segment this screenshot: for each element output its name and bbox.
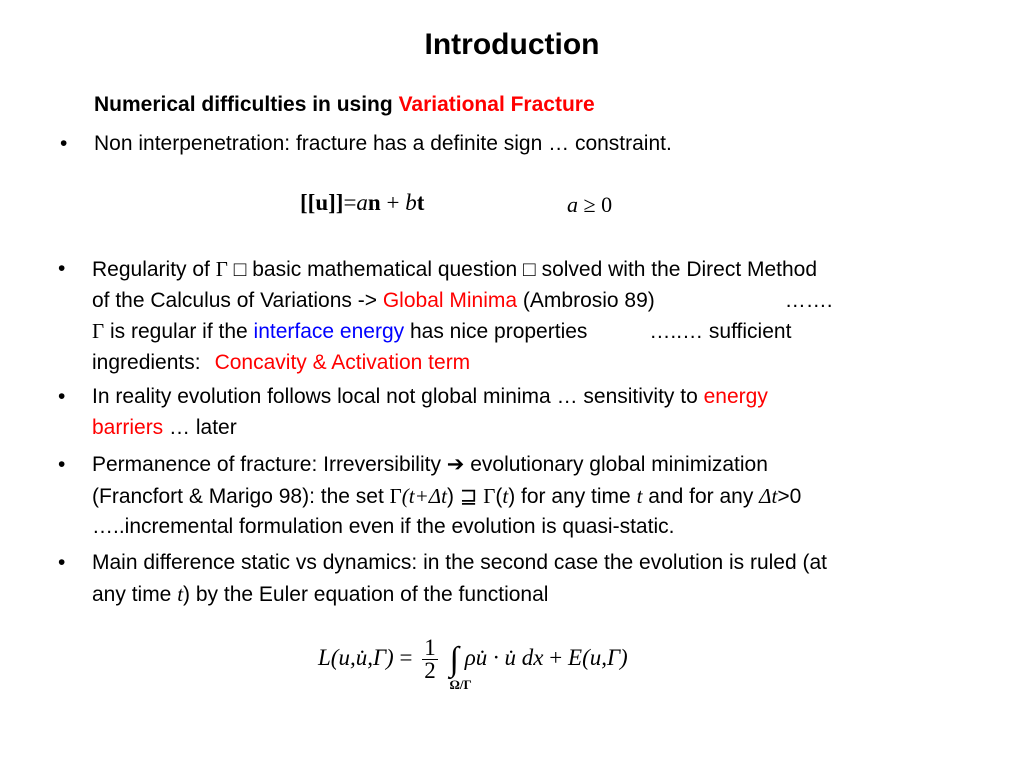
math-symbol: Δ bbox=[428, 483, 442, 508]
math-symbol: ) bbox=[446, 484, 454, 508]
eq3-args: (u,u̇,Γ) bbox=[330, 644, 394, 670]
eq-b: b bbox=[405, 190, 417, 215]
eq3-integrand: ρu̇ · u̇ dx bbox=[464, 644, 544, 670]
concavity-activation-text: Concavity & Activation term bbox=[214, 350, 471, 374]
eq-a: a bbox=[356, 190, 368, 215]
subtitle bbox=[94, 93, 595, 117]
subtitle-prefix: Numerical difficulties in using bbox=[94, 93, 399, 116]
equation-functional bbox=[318, 637, 628, 701]
gamma-symbol: Γ bbox=[389, 483, 402, 508]
missing-glyph-box: □ bbox=[233, 258, 247, 281]
eq3-eargs: (u,Γ) bbox=[582, 644, 628, 670]
math-symbol: ) bbox=[508, 484, 516, 508]
global-minima-text: Global Minima bbox=[382, 288, 518, 312]
integral-domain: Ω/Γ bbox=[449, 676, 472, 692]
bullet-text: Non interpenetration: fracture has a definite sign … constraint. bbox=[94, 132, 672, 155]
math-symbol: + bbox=[414, 483, 429, 508]
math-symbol: Δ bbox=[759, 483, 772, 508]
text-segment: ingredients: bbox=[92, 350, 201, 374]
eq-equals: = bbox=[343, 190, 357, 215]
bullet-local-minima bbox=[58, 382, 992, 443]
math-symbol: t bbox=[502, 483, 509, 508]
math-symbol: t bbox=[771, 483, 778, 508]
equation-constraint bbox=[567, 192, 612, 218]
text-segment: of the Calculus of Variations -> bbox=[92, 288, 383, 312]
eq3-L: L bbox=[318, 644, 331, 670]
bullet-non-interpenetration bbox=[60, 132, 672, 156]
eq3-denominator: 2 bbox=[424, 658, 436, 683]
text-segment: … later bbox=[163, 415, 237, 439]
eq-jump-lhs: [[u]] bbox=[300, 190, 344, 215]
eq2-rest: ≥ 0 bbox=[578, 192, 613, 217]
integral-sign: ∫ bbox=[449, 640, 459, 678]
text-segment: evolutionary global minimization bbox=[464, 453, 768, 476]
eq3-E: E bbox=[568, 644, 583, 670]
text-segment: is regular if the bbox=[104, 320, 254, 343]
math-symbol: t bbox=[177, 581, 184, 606]
eq3-numerator: 1 bbox=[424, 635, 436, 660]
text-segment: solved with the Direct Method bbox=[535, 258, 818, 281]
text-segment: has nice properties bbox=[404, 320, 588, 343]
eq2-a: a bbox=[567, 192, 578, 217]
text-segment: …..incremental formulation even if the evolution is quasi-static. bbox=[92, 515, 675, 538]
math-symbol: ⊒ bbox=[453, 484, 484, 508]
barriers-text: barriers bbox=[92, 415, 164, 439]
eq-t: t bbox=[416, 190, 425, 215]
arrow-icon: ➔ bbox=[446, 453, 465, 476]
text-segment: Main difference static vs dynamics: in the second case the evolution is ruled (at bbox=[92, 551, 827, 574]
text-segment: …..… sufficient bbox=[649, 320, 792, 343]
text-segment: Permanence of fracture: Irreversibility bbox=[92, 453, 447, 476]
math-symbol: t bbox=[408, 483, 415, 508]
gamma-symbol: Γ bbox=[215, 257, 228, 281]
text-segment: >0 bbox=[777, 484, 802, 508]
math-symbol: t bbox=[441, 483, 447, 508]
bullet-dynamics bbox=[58, 548, 992, 610]
energy-text: energy bbox=[703, 385, 768, 408]
bullet-marker: • bbox=[58, 551, 66, 574]
bullet-regularity bbox=[58, 254, 992, 378]
gamma-symbol: Γ bbox=[483, 483, 496, 508]
integral-symbol bbox=[449, 640, 472, 692]
text-segment: any time bbox=[92, 582, 178, 606]
math-symbol: t bbox=[636, 483, 643, 508]
eq3-plus: + bbox=[543, 644, 568, 670]
eq3-equals: = bbox=[399, 644, 413, 670]
gamma-symbol: Γ bbox=[92, 319, 105, 343]
math-symbol: ( bbox=[495, 484, 503, 508]
eq-n: n bbox=[367, 190, 381, 215]
math-symbol: ( bbox=[401, 483, 409, 508]
interface-energy-text: interface energy bbox=[253, 320, 405, 343]
eq-plus: + bbox=[386, 190, 400, 215]
eq3-fraction bbox=[422, 637, 438, 682]
text-segment: and for any bbox=[642, 484, 760, 508]
text-segment: basic mathematical question bbox=[246, 258, 524, 281]
bullet-marker: • bbox=[58, 257, 66, 280]
text-segment: for any time bbox=[515, 484, 637, 508]
equation-jump bbox=[300, 190, 424, 216]
text-segment: (Francfort & Marigo 98): the set bbox=[92, 484, 390, 508]
bullet-marker: • bbox=[60, 132, 68, 155]
bullet-marker: • bbox=[58, 453, 66, 476]
text-segment: (Ambrosio 89) bbox=[517, 288, 655, 312]
text-segment: ……. bbox=[784, 288, 833, 312]
missing-glyph-box: □ bbox=[523, 258, 536, 281]
bullet-permanence bbox=[58, 450, 992, 543]
page-title: Introduction bbox=[424, 28, 600, 61]
text-segment: Regularity of bbox=[92, 258, 216, 281]
text-segment: In reality evolution follows local not global minima … sensitivity to bbox=[92, 385, 704, 408]
bullet-marker: • bbox=[58, 385, 66, 408]
subtitle-highlight: Variational Fracture bbox=[398, 93, 595, 116]
text-segment: ) by the Euler equation of the functional bbox=[183, 582, 549, 606]
